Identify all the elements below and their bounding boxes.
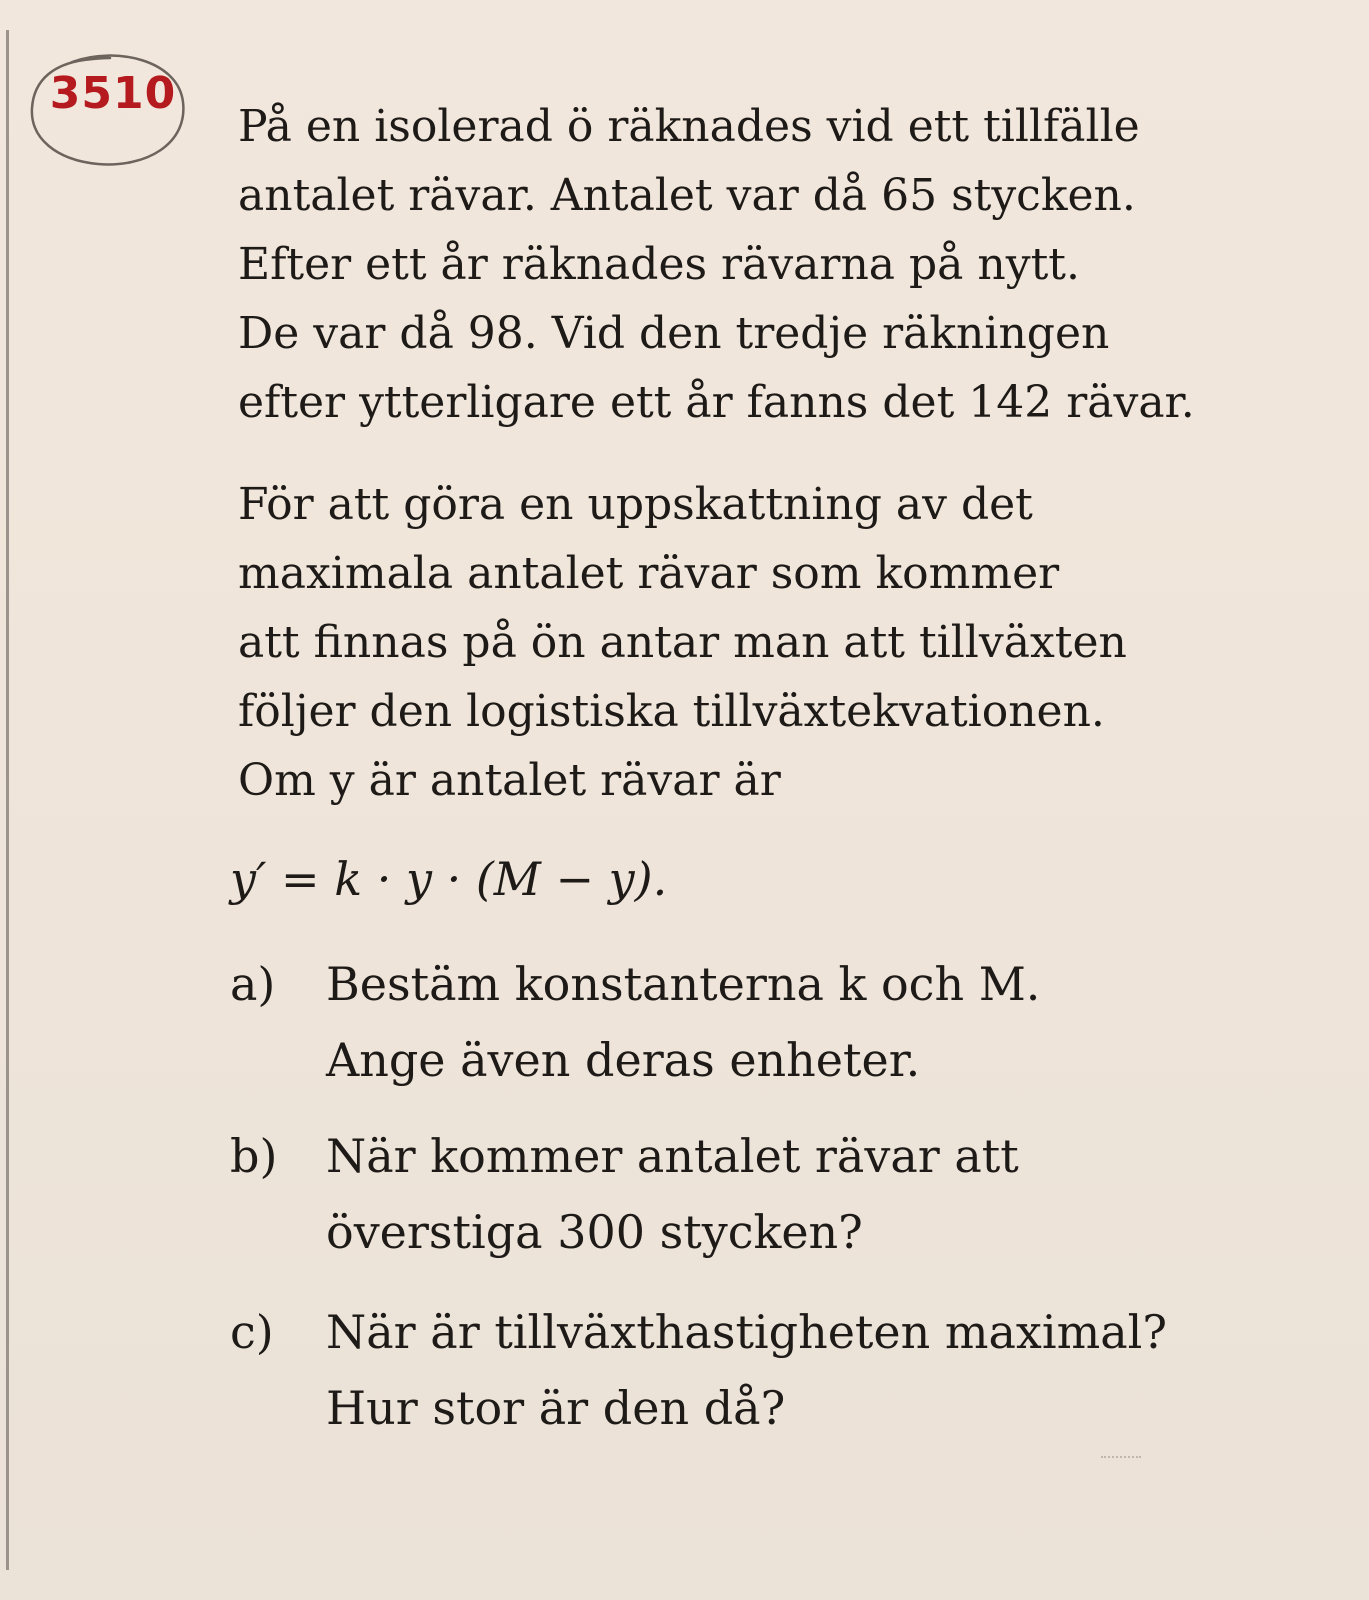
text-line: efter ytterligare ett år fanns det 142 rävar.: [238, 377, 1195, 428]
question-letter: c): [230, 1305, 274, 1359]
question-letter: b): [230, 1129, 278, 1183]
text-line: överstiga 300 stycken?: [326, 1205, 863, 1259]
page-left-edge: [6, 30, 9, 1570]
question-letter: a): [230, 957, 276, 1011]
text-line: följer den logistiska tillväxtekvationen.: [238, 686, 1105, 737]
question-text: [326, 1118, 1306, 1270]
text-line: att finnas på ön antar man att tillväxten: [238, 617, 1127, 668]
text-line: Hur stor är den då?: [326, 1381, 786, 1435]
text-line: maximala antalet rävar som kommer: [238, 548, 1060, 599]
text-line: De var då 98. Vid den tredje räkningen: [238, 308, 1110, 359]
text-line: Efter ett år räknades rävarna på nytt.: [238, 239, 1080, 290]
text-line: Bestäm konstanterna k och M.: [326, 957, 1041, 1011]
text-line: När är tillväxthastigheten maximal?: [326, 1305, 1168, 1359]
problem-intro-paragraph: [238, 92, 1268, 437]
text-line: antalet rävar. Antalet var då 65 stycken.: [238, 170, 1136, 221]
logistic-equation: y′ = k · y · (M − y).: [230, 852, 668, 906]
paper-speck: [1101, 1456, 1141, 1466]
text-line: Om y är antalet rävar är: [238, 755, 781, 806]
text-line: Ange även deras enheter.: [326, 1033, 921, 1087]
problem-model-paragraph: [238, 470, 1278, 815]
text-line: För att göra en uppskattning av det: [238, 479, 1033, 530]
question-text: [326, 946, 1306, 1098]
text-line: När kommer antalet rävar att: [326, 1129, 1019, 1183]
question-text: [326, 1294, 1306, 1446]
text-line: På en isolerad ö räknades vid ett tillfälle: [238, 101, 1140, 152]
problem-number: 3510: [49, 68, 177, 119]
problem-number-badge: [28, 52, 188, 170]
